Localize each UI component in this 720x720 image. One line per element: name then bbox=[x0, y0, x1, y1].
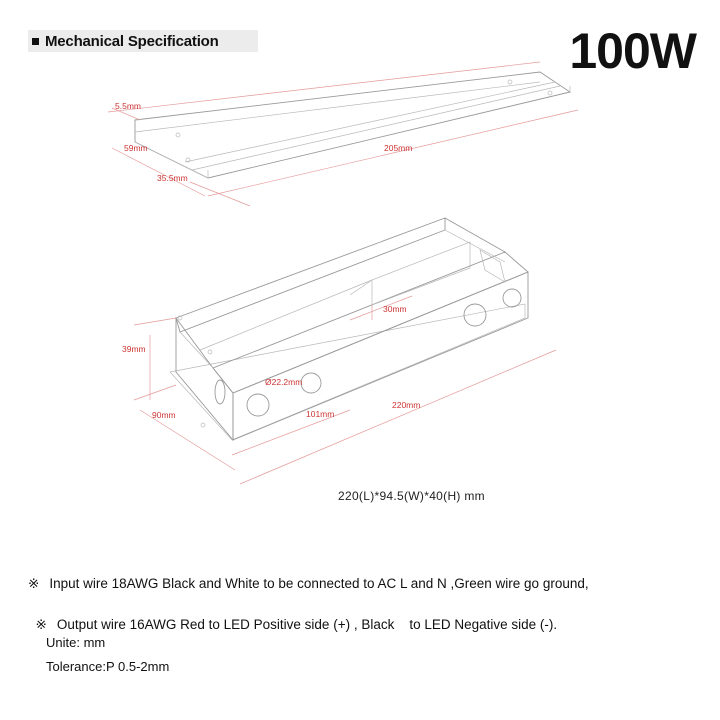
dim-30mm: 30mm bbox=[383, 304, 407, 314]
reference-mark-icon: ※ bbox=[35, 617, 47, 632]
note-output-wire bbox=[28, 602, 557, 633]
unit-label: Unite: mm bbox=[46, 635, 106, 650]
dim-5-5mm: 5.5mm bbox=[115, 101, 141, 111]
reference-mark-icon: ※ bbox=[28, 576, 40, 591]
note-text: Input wire 18AWG Black and White to be connected to AC L and N ,Green wire go ground, bbox=[49, 576, 589, 591]
dim-59mm: 59mm bbox=[124, 143, 148, 153]
overall-size-caption: 220(L)*94.5(W)*40(H) mm bbox=[338, 489, 485, 503]
note-text: Output wire 16AWG Red to LED Positive side (+) , Black to LED Negative side (-). bbox=[56, 617, 558, 632]
cover-plate-drawing bbox=[108, 62, 578, 206]
note-input-wire bbox=[28, 576, 589, 592]
dim-35-5mm: 35.5mm bbox=[157, 173, 188, 183]
dim-39mm: 39mm bbox=[122, 344, 146, 354]
dim-101mm: 101mm bbox=[306, 409, 335, 419]
dim-22-2mm: Ø22.2mm bbox=[265, 377, 303, 387]
section-title: Mechanical Specification bbox=[45, 32, 219, 50]
tolerance-label: Tolerance:P 0.5-2mm bbox=[46, 659, 170, 674]
dim-90mm: 90mm bbox=[152, 410, 176, 420]
dim-220mm: 220mm bbox=[392, 400, 421, 410]
junction-box-drawing bbox=[134, 218, 556, 484]
wattage-label: 100W bbox=[569, 23, 696, 79]
dim-205mm: 205mm bbox=[384, 143, 413, 153]
